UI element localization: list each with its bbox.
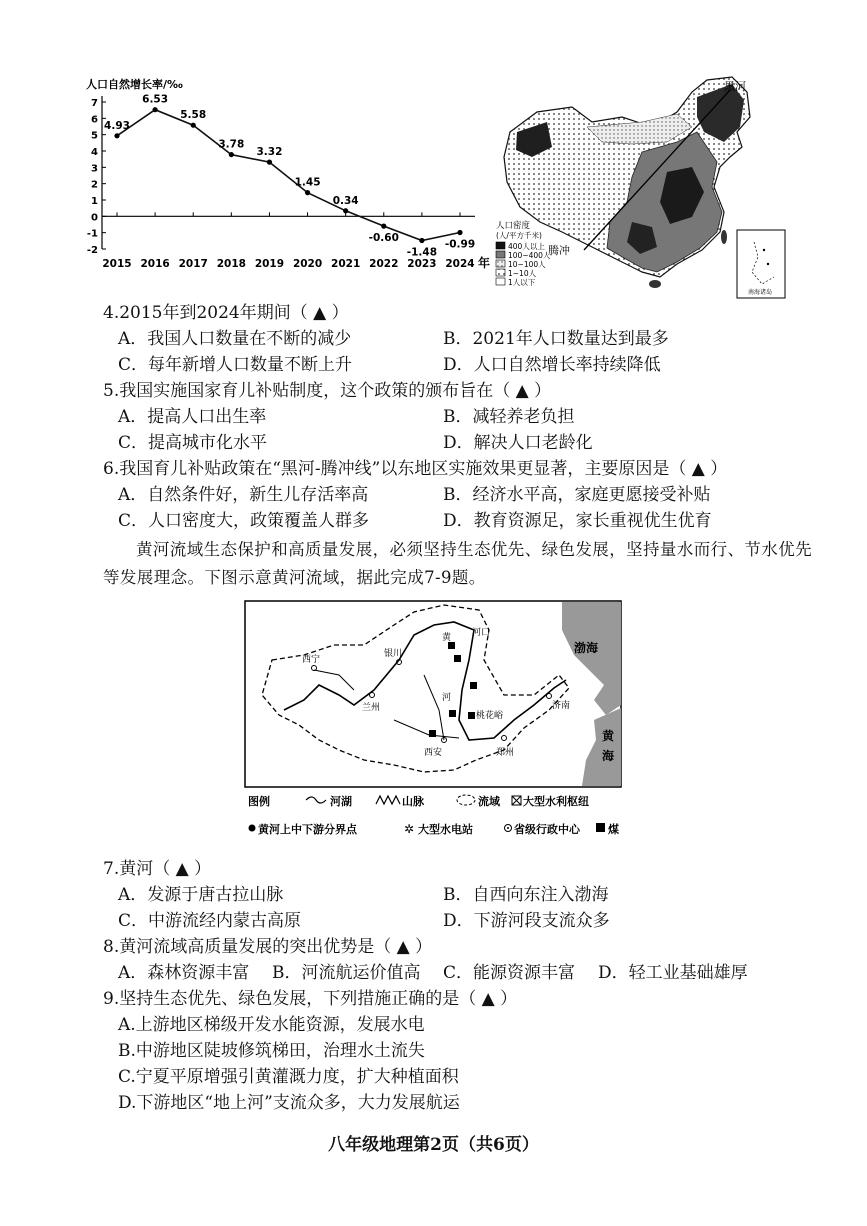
question-6-stem: 6.我国育儿补贴政策在“黑河-腾冲线”以东地区实施效果更显著，主要原因是（ ▲ ） [103,459,728,479]
chart-data-label: 0.34 [332,194,359,207]
question-8-stem: 8.黄河流域高质量发展的突出优势是（ ▲ ） [103,937,433,957]
legend-capital: 省级行政中心 [514,823,580,836]
label-huang: 黄 [442,633,452,643]
x-tick-label: 2017 [178,258,208,270]
x-tick-label: 2016 [140,258,170,270]
page-footer: 八年级地理第2页（共6页） [328,1135,539,1155]
chart-axes [102,93,475,249]
chart-data-point [267,160,272,165]
label-heihe: 黑河 [724,80,746,93]
legend-lake-river: 河湖 [330,795,352,808]
question-8-option-a[interactable]: A．森林资源丰富 [118,963,250,983]
hydropower-station-icon: ✲ [404,822,415,836]
chart-data-labels [104,94,475,259]
x-tick-label: 2015 [102,258,132,270]
question-9-option-c[interactable]: C.宁夏平原增强引黄灌溉力度，扩大种植面积 [118,1067,459,1087]
chart-xticks [102,212,474,270]
y-tick-label: 2 [91,179,98,191]
x-tick-label: 2023 [407,258,437,270]
legend-hydropower: 大型水电站 [418,823,473,836]
chart-data-label: 4.93 [104,119,130,132]
legend-mountain: 山脉 [402,795,424,808]
china-population-density-map [492,72,792,300]
south-china-sea-inset [737,230,785,298]
chart-data-point [419,238,424,243]
label-zhengzhou: 郑州 [496,748,515,758]
question-4-option-a[interactable]: A．我国人口数量在不断的减少 [118,329,352,349]
question-6-option-b[interactable]: B．经济水平高，家庭更愿接受补贴 [443,485,711,505]
y-tick-label: 1 [91,196,98,207]
label-xining: 西宁 [302,655,321,665]
density-legend [496,220,551,287]
legend-item-4: 1~10人 [508,269,537,278]
legend-title: 人口密度 [496,221,531,231]
question-4-option-b[interactable]: B．2021年人口数量达到最多 [443,329,669,349]
question-7-option-b[interactable]: B．自西向东注入渤海 [443,885,609,905]
legend-unit: (人/平方千米) [496,231,542,240]
question-8-option-d[interactable]: D．轻工业基础雄厚 [598,963,748,983]
question-8-option-b[interactable]: B．河流航运价值高 [272,963,421,983]
label-he: 河 [442,693,452,703]
label-huanghai-1: 黄 [602,729,615,743]
legend-coal: 煤 [608,823,619,836]
coal-marker [449,710,456,717]
label-tengchong: 腾冲 [548,244,570,257]
question-8-option-c[interactable]: C．能源资源丰富 [443,963,576,983]
y-tick-label: -2 [86,245,98,256]
y-tick-label: -1 [86,228,98,240]
question-4-stem: 4.2015年到2024年期间（ ▲ ） [103,303,349,323]
chart-data-point [343,208,348,213]
x-tick-label: 2018 [216,258,246,270]
chart-data-point [114,133,119,138]
label-yinchuan: 银川 [384,649,403,659]
coal-marker [470,682,477,689]
population-growth-chart [80,72,500,277]
label-jinan: 济南 [552,701,571,711]
y-tick-label: 3 [91,163,98,175]
chart-data-point [381,224,386,229]
chart-data-label: -1.48 [406,246,438,259]
chart-data-label: 3.78 [218,138,245,151]
label-huanghai-2: 海 [602,749,615,763]
chart-ylabel: 人口自然增长率/‰ [86,78,183,91]
coal-marker [468,712,475,719]
question-9-stem: 9.坚持生态优先、绿色发展，下列措施正确的是（ ▲ ） [103,989,518,1009]
legend-division-point: 黄河上中下游分界点 [258,823,357,836]
chart-data-point [153,107,158,112]
coal-marker [429,730,436,737]
chart-data-label: 3.32 [256,146,283,159]
question-9-option-d[interactable]: D.下游地区“地上河”支流众多，大力发展航运 [118,1093,460,1113]
chart-data-point [457,230,462,235]
label-xian: 西安 [424,748,443,758]
hainan-island [649,280,661,288]
taiwan-island [721,230,727,244]
y-tick-label: 6 [91,114,98,126]
question-9-option-a[interactable]: A.上游地区梯级开发水能资源，发展水电 [118,1015,425,1035]
y-tick-label: 7 [91,98,98,109]
river-map-legend-2 [249,822,620,836]
question-4-option-c[interactable]: C．每年新增人口数量不断上升 [118,355,353,375]
legend-item-1: 400人以上 [508,242,545,251]
question-4-option-d[interactable]: D．人口自然增长率持续降低 [443,355,661,375]
question-6-option-d[interactable]: D．教育资源足，家长重视优生优育 [443,511,712,531]
legend-item-5: 1人以下 [508,278,536,287]
question-5-option-d[interactable]: D．解决人口老龄化 [443,433,593,453]
chart-xunit: 年 [478,256,491,270]
x-tick-label: 2022 [369,258,399,270]
chart-data-point [229,152,234,157]
yellow-river-basin-map [244,600,626,840]
legend-item-2: 100~400人 [508,251,551,260]
legend-item-3: 10~100人 [508,260,546,269]
chart-data-label: -0.99 [444,238,476,251]
question-6-option-c[interactable]: C．人口密度大，政策覆盖人群多 [118,511,370,531]
y-tick-label: 5 [91,130,98,142]
legend-title: 图例 [248,795,270,808]
passage-yellow-river: 黄河流域生态保护和高质量发展，必须坚持生态优先、绿色发展，坚持量水而行、节水优先等发展理念。下图示意黄河流域，据此完成7-9题。 [103,540,812,587]
chart-data-label: 6.53 [142,93,169,106]
question-7-option-a[interactable]: A．发源于唐古拉山脉 [118,885,284,905]
chart-data-label: 1.45 [294,176,321,189]
label-hekou: 河口 [472,628,491,638]
x-tick-label: 2020 [292,258,323,270]
chart-data-label: 5.58 [180,109,207,122]
question-7-option-c[interactable]: C．中游流经内蒙古高原 [118,911,302,931]
label-taohuayu: 桃花峪 [476,711,504,721]
legend-hydro-hub: 大型水利枢纽 [523,795,589,808]
y-tick-label: 0 [91,212,98,224]
coal-marker [454,655,461,662]
chart-points [114,107,462,243]
x-tick-label: 2019 [254,258,285,270]
chart-series-line [117,110,460,241]
chart-data-point [305,190,310,195]
chart-data-label: -0.60 [368,232,399,245]
question-9-option-b[interactable]: B.中游地区陡坡修筑梯田，治理水土流失 [118,1041,425,1061]
question-5-stem: 5.我国实施国家育儿补贴制度，这个政策的颁布旨在（ ▲ ） [103,381,552,401]
question-7-option-d[interactable]: D．下游河段支流众多 [443,911,610,931]
chart-data-point [191,123,196,128]
coal-marker [448,642,455,649]
question-7-stem: 7.黄河（ ▲ ） [103,859,212,879]
label-bohai: 渤海 [574,641,599,655]
x-tick-label: 2024 [445,258,475,270]
question-5-option-c[interactable]: C．提高城市化水平 [118,433,268,453]
river-map-legend [248,794,589,808]
question-6-option-a[interactable]: A．自然条件好，新生儿存活率高 [118,485,369,505]
label-lanzhou: 兰州 [362,703,381,713]
question-5-option-a[interactable]: A．提高人口出生率 [118,407,267,427]
y-tick-label: 4 [91,147,98,158]
question-5-option-b[interactable]: B．减轻养老负担 [443,407,575,427]
x-tick-label: 2021 [331,258,361,270]
legend-basin: 流域 [478,795,500,808]
inset-label: 南海诸岛 [748,289,773,296]
